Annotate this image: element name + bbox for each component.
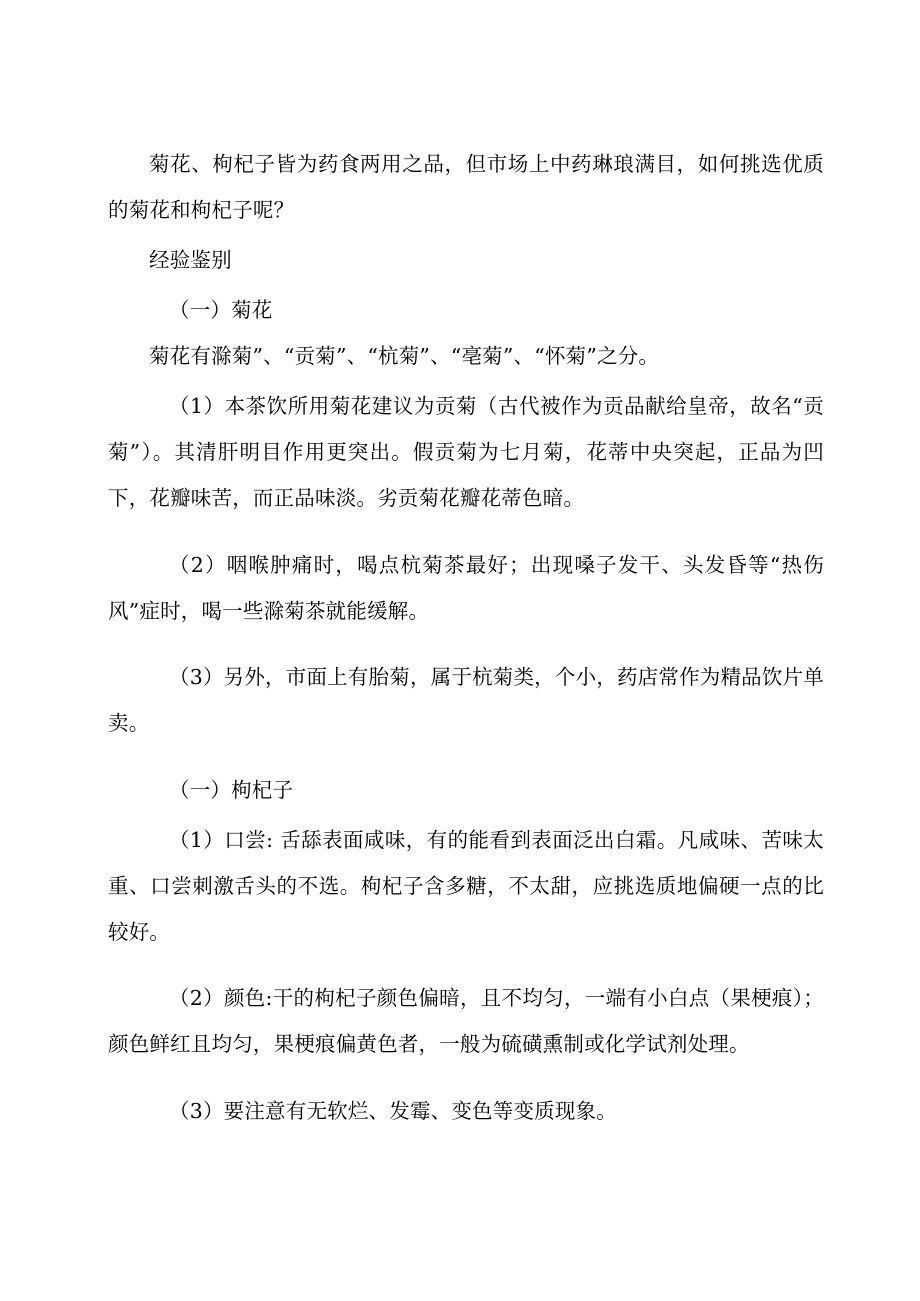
chrysanthemum-varieties: 菊花有滁菊”、“贡菊”、“杭菊”、“亳菊”、“怀菊”之分。 [149,344,660,368]
chrysanthemum-point-3: （3）另外，市面上有胎菊，属于杭菊类，个小，药店常作为精品饮片单卖。 [108,665,824,735]
goji-point-1: （1）口尝: 舌舔表面咸味，有的能看到表面泛出白霜。凡咸味、苦味太重、口尝刺激舌头的不选。枸杞子含多糖，不太甜，应挑选质地偏硬一点的比较好。 [108,827,824,944]
section-title: 经验鉴别 [149,248,232,272]
chrysanthemum-point-1: （1）本茶饮所用菊花建议为贡菊（古代被作为贡品献给皇帝，故名“贡菊”）。其清肝明目作用更突出。假贡菊为七月菊，花蒂中央突起，正品为凹下，花瓣味苦，而正品味淡。劣贡菊花瓣花蒂色暗。 [108,394,824,510]
goji-point-2: （2）颜色:干的枸杞子颜色偏暗，且不均匀，一端有小白点（果梗痕）；颜色鲜红且均匀，果梗痕偏黄色者，一般为硫磺熏制或化学试剂处理。 [108,986,824,1056]
chrysanthemum-point-2: （2）咽喉肿痛时，喝点杭菊茶最好；出现嗓子发干、头发昏等“热伤风”症时，喝一些滁菊茶就能缓解。 [108,552,824,623]
goji-heading: （一）枸杞子 [169,777,294,802]
chrysanthemum-heading: （一）菊花 [169,298,273,322]
goji-point-3: （3）要注意有无软烂、发霉、变色等变质现象。 [169,1098,617,1123]
intro-paragraph: 菊花、枸杞子皆为药食两用之品，但市场上中药琳琅满目，如何挑选优质的菊花和枸杞子呢？ [108,152,824,222]
document-body [108,141,824,1154]
